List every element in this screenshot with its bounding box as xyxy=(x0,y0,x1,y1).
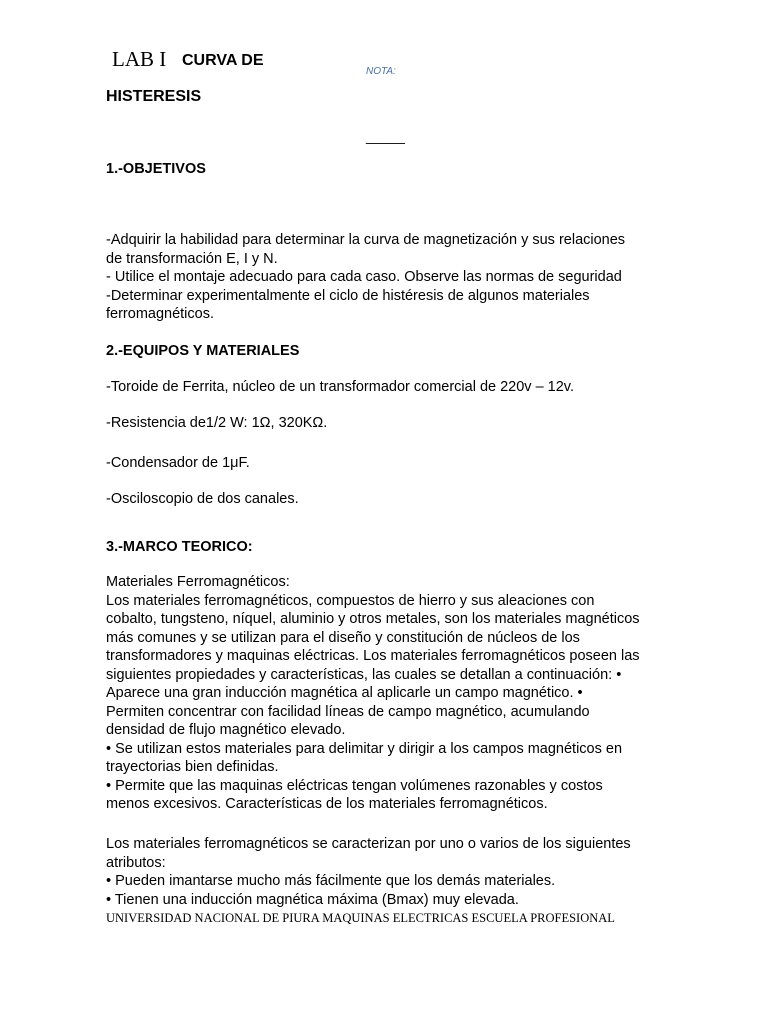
section-equipos-heading: 2.-EQUIPOS Y MATERIALES xyxy=(106,343,300,359)
paragraph-line: densidad de flujo magnético elevado. xyxy=(106,722,346,738)
paragraph-line: • Pueden imantarse mucho más fácilmente que los demás materiales. xyxy=(106,873,556,889)
objetivos-line: -Adquirir la habilidad para determinar la curva de magnetización y sus relaciones xyxy=(106,232,626,248)
paragraph-line: más comunes y se utilizan para el diseño y constitución de núcleos de los xyxy=(106,629,580,646)
objetivos-line: de transformación E, I y N. xyxy=(106,250,278,267)
marco-teorico-paragraph-1 xyxy=(106,573,640,814)
nota-label: NOTA: xyxy=(366,66,396,77)
paragraph-line: Aparece una gran inducción magnética al aplicarle un campo magnético. • xyxy=(106,685,583,701)
lab-label: LAB I xyxy=(112,47,167,71)
title-line-1: CURVA DE xyxy=(182,52,264,69)
objetivos-text xyxy=(106,231,625,324)
objetivos-line: ferromagnéticos. xyxy=(106,306,214,322)
paragraph-line: Los materiales ferromagnéticos, compuestos de hierro y sus aleaciones con xyxy=(106,592,595,609)
section-objetivos-heading: 1.-OBJETIVOS xyxy=(106,161,206,177)
paragraph-line: Materiales Ferromagnéticos: xyxy=(106,574,290,590)
paragraph-line: siguientes propiedades y características, las cuales se detallan a continuación: • xyxy=(106,666,622,683)
paragraph-line: cobalto, tungsteno, níquel, aluminio y otros metales, son los materiales magnéticos xyxy=(106,611,640,627)
paragraph-line: trayectorias bien definidas. xyxy=(106,759,279,775)
section-marco-teorico-heading: 3.-MARCO TEORICO: xyxy=(106,539,253,555)
paragraph-line: menos excesivos. Características de los materiales ferromagnéticos. xyxy=(106,796,548,812)
marco-teorico-paragraph-2 xyxy=(106,835,631,909)
paragraph-line: • Tienen una inducción magnética máxima (Bmax) muy elevada. xyxy=(106,891,519,908)
objetivos-line: - Utilice el montaje adecuado para cada caso. Observe las normas de seguridad xyxy=(106,269,622,285)
paragraph-line: atributos: xyxy=(106,854,166,871)
equipo-item: -Toroide de Ferrita, núcleo de un transformador comercial de 220v – 12v. xyxy=(106,379,575,395)
paragraph-line: Permiten concentrar con facilidad líneas de campo magnético, acumulando xyxy=(106,703,590,720)
paragraph-line: • Se utilizan estos materiales para delimitar y dirigir a los campos magnéticos en xyxy=(106,740,623,757)
paragraph-line: Los materiales ferromagnéticos se caracterizan por uno o varios de los siguientes xyxy=(106,836,631,852)
paragraph-line: transformadores y maquinas eléctricas. Los materiales ferromagnéticos poseen las xyxy=(106,648,640,664)
objetivos-line: -Determinar experimentalmente el ciclo de histéresis de algunos materiales xyxy=(106,287,590,304)
paragraph-line: • Permite que las maquinas eléctricas tengan volúmenes razonables y costos xyxy=(106,777,603,794)
title-line-2: HISTERESIS xyxy=(106,88,202,105)
page-footer: UNIVERSIDAD NACIONAL DE PIURA MAQUINAS ELECTRICAS ESCUELA PROFESIONAL xyxy=(106,911,615,925)
nota-blank: _____ xyxy=(366,128,405,144)
equipo-item: -Condensador de 1μF. xyxy=(106,455,250,471)
equipo-item: -Osciloscopio de dos canales. xyxy=(106,491,299,507)
equipo-item: -Resistencia de1/2 W: 1Ω, 320KΩ. xyxy=(106,415,328,431)
